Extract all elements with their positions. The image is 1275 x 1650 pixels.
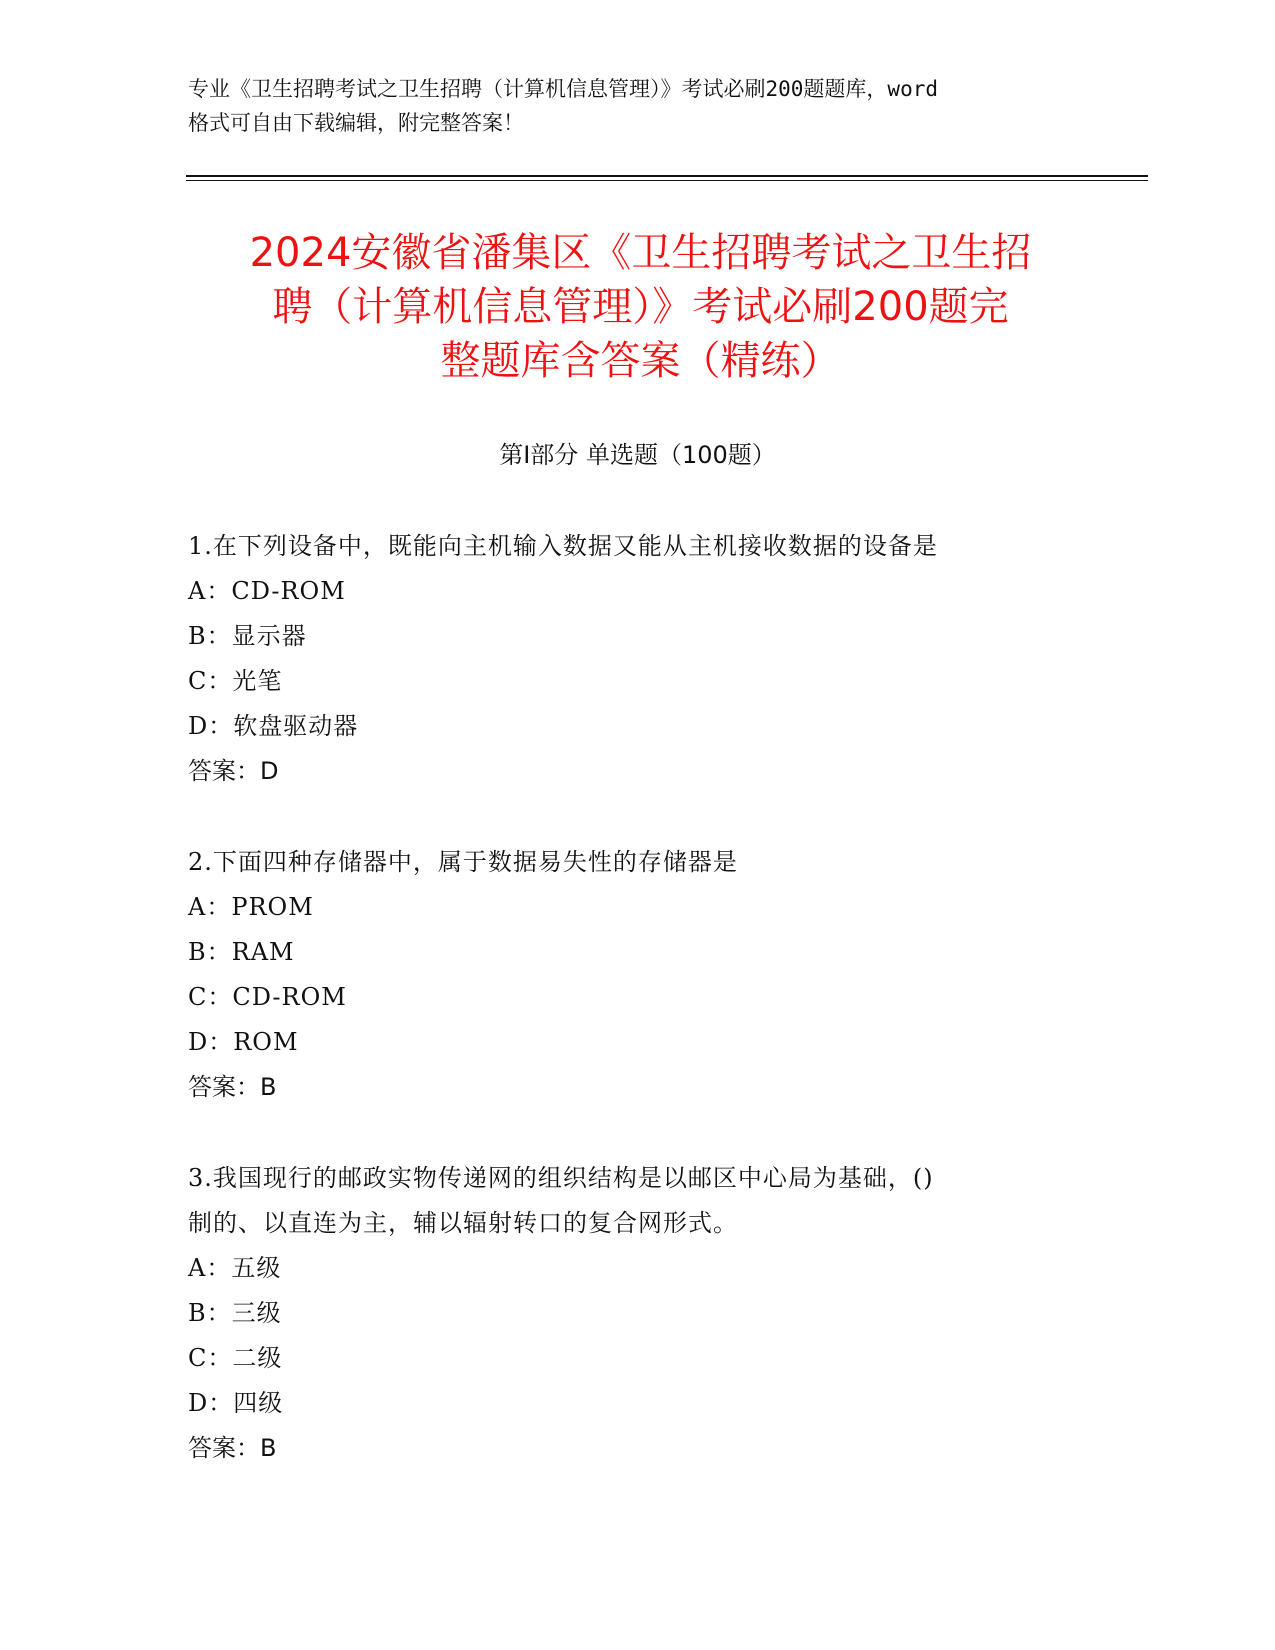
question-2-answer: 答案：B xyxy=(188,1073,277,1101)
header-note-line-2: 格式可自由下载编辑，附完整答案！ xyxy=(188,111,524,135)
question-1-option-c: C：光笔 xyxy=(188,667,283,695)
question-3-stem-line-1: 3.我国现行的邮政实物传递网的组织结构是以邮区中心局为基础，() xyxy=(188,1164,934,1192)
section-heading: 第Ⅰ部分 单选题（100题） xyxy=(499,441,776,469)
question-1-option-a: A：CD-ROM xyxy=(188,577,346,605)
question-1-stem: 1.在下列设备中，既能向主机输入数据又能从主机接收数据的设备是 xyxy=(188,532,938,560)
question-3-option-d: D：四级 xyxy=(188,1389,284,1417)
header-note xyxy=(188,72,1108,140)
question-2-option-b: B：RAM xyxy=(188,938,295,966)
question-1-answer: 答案：D xyxy=(188,757,279,785)
document-title-line-1: 2024安徽省潘集区《卫生招聘考试之卫生招 xyxy=(249,230,1032,276)
question-2-option-a: A：PROM xyxy=(188,893,314,921)
question-1 xyxy=(188,524,1068,794)
document-title xyxy=(188,226,1093,388)
question-2-stem: 2.下面四种存储器中，属于数据易失性的存储器是 xyxy=(188,848,738,876)
question-2 xyxy=(188,840,1068,1110)
document-title-line-2: 聘（计算机信息管理）》考试必刷200题完 xyxy=(272,284,1009,330)
question-2-option-c: C：CD-ROM xyxy=(188,983,347,1011)
header-note-line-1: 专业《卫生招聘考试之卫生招聘（计算机信息管理）》考试必刷200题题库，word xyxy=(188,77,938,101)
question-1-option-b: B：显示器 xyxy=(188,622,307,650)
header-rule-thin xyxy=(186,180,1148,181)
header-rule-thick xyxy=(186,175,1148,177)
question-2-option-d: D：ROM xyxy=(188,1028,299,1056)
question-3-answer: 答案：B xyxy=(188,1434,277,1462)
question-1-option-d: D：软盘驱动器 xyxy=(188,712,359,740)
question-3-stem-line-2: 制的、以直连为主，辅以辐射转口的复合网形式。 xyxy=(188,1209,738,1237)
question-3-option-a: A：五级 xyxy=(188,1254,282,1282)
question-3 xyxy=(188,1156,1068,1471)
document-title-line-3: 整题库含答案（精练） xyxy=(440,338,841,384)
question-3-option-b: B：三级 xyxy=(188,1299,282,1327)
question-3-option-c: C：二级 xyxy=(188,1344,283,1372)
